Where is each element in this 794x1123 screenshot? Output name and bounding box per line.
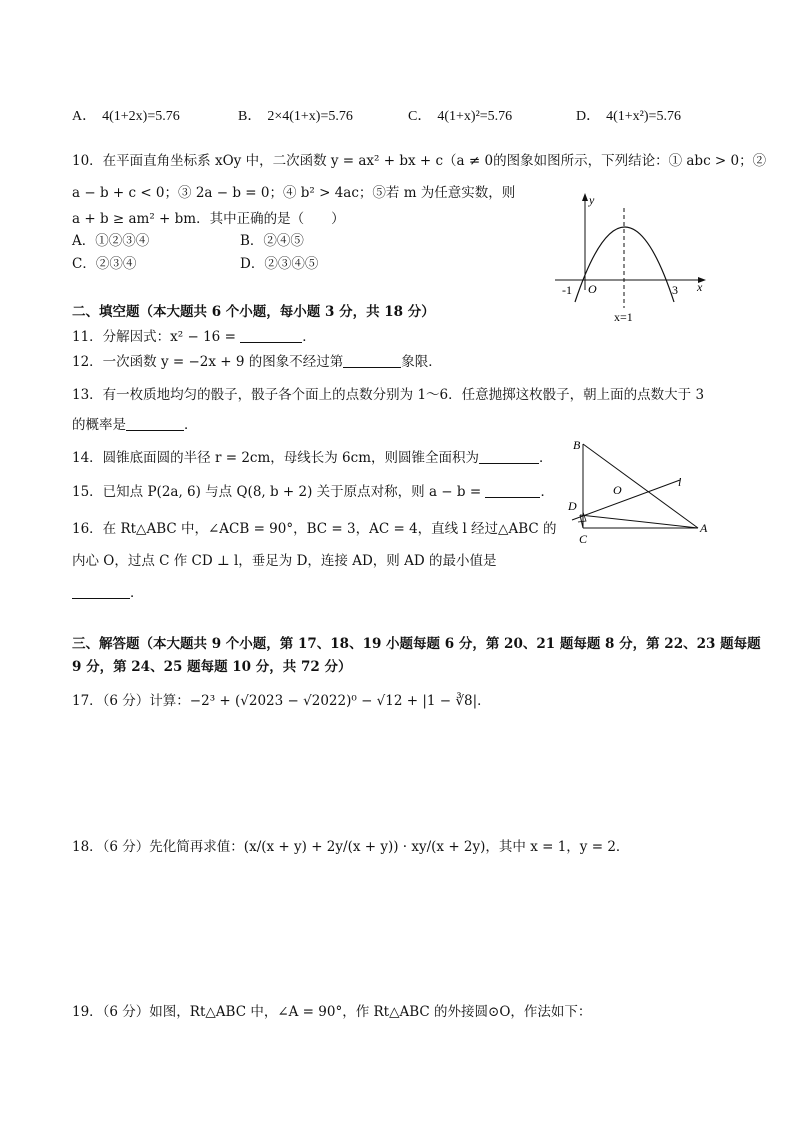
q9-option-c [408, 108, 512, 126]
q14 [72, 449, 553, 467]
q11-answer-blank[interactable] [240, 328, 302, 343]
q10-option-a: A．①②③④ [72, 233, 150, 249]
q10-option-d: D．②③④⑤ [240, 256, 319, 272]
q16-answer-blank[interactable] [72, 584, 130, 599]
q14-answer-blank[interactable] [479, 449, 539, 464]
q9-option-b [238, 108, 353, 126]
q9-c-label: C． [408, 109, 432, 124]
y-label: y [589, 193, 595, 207]
q14-text: 14．圆锥底面圆的半径 r = 2cm，母线长为 6cm，则圆锥全面积为 [72, 450, 480, 466]
line-l [572, 480, 680, 520]
q11 [72, 328, 316, 346]
q11-text: 11．分解因式：x² − 16 = [72, 329, 236, 345]
line-l-label: l [678, 475, 682, 489]
section-3-heading-line-2: 9 分，第 24、25 题每题 10 分，共 72 分） [72, 659, 352, 675]
q17-text: 17．（6 分）计算：−2³ + (√2023 − √2022)⁰ − √12 + |1 − ∛8|． [72, 693, 491, 709]
segment-ad [580, 515, 698, 528]
q9-b-label: B． [238, 109, 262, 124]
symmetry-axis-label: x=1 [614, 310, 633, 324]
q9-a-label: A． [72, 109, 97, 124]
q10-line-2: a − b + c < 0；③ 2a − b = 0；④ b² > 4ac；⑤若 m 为任意实数，则 [72, 185, 516, 201]
q9-d-label: D． [576, 109, 601, 124]
q12-answer-blank[interactable] [343, 353, 401, 368]
q15-answer-blank[interactable] [485, 483, 540, 498]
vertex-c-label: C [579, 532, 588, 546]
q12-end: 象限． [401, 354, 442, 370]
q15-text: 15．已知点 P(2a, 6) 与点 Q(8, b + 2) 关于原点对称，则 a − b = [72, 484, 482, 500]
q16-line-3 [72, 584, 144, 602]
q9-a-expr: 4(1+2x)=5.76 [102, 109, 180, 124]
section-2-heading: 二、填空题（本大题共 6 个小题，每小题 3 分，共 18 分） [72, 304, 435, 320]
q9-b-expr: 2×4(1+x)=5.76 [267, 109, 353, 124]
triangle-figure [560, 432, 720, 550]
q12-text: 12．一次函数 y = −2x + 9 的图象不经过第 [72, 354, 344, 370]
q13-line-1: 13．有一枚质地均匀的骰子，骰子各个面上的点数分别为 1～6．任意抛掷这枚骰子，朝上面的点数大于 3 [72, 387, 705, 403]
q10-option-b: B．②④⑤ [240, 233, 304, 249]
q11-end: ． [302, 329, 316, 345]
q15-end: ． [540, 484, 554, 500]
q9-c-expr: 4(1+x)²=5.76 [437, 109, 513, 124]
q10-option-c: C．②③④ [72, 256, 137, 272]
vertex-a-label: A [700, 521, 708, 535]
q10-line-1: 10．在平面直角坐标系 xOy 中，二次函数 y = ax² + bx + c（a ≠ 0的图象如图所示，下列结论：① abc > 0；② [72, 153, 767, 169]
q14-end: ． [539, 450, 553, 466]
x-label: x [697, 280, 703, 294]
point-d-label: D [568, 499, 577, 513]
q19-text: 19．（6 分）如图，Rt△ABC 中，∠A = 90°，作 Rt△ABC 的外接圆⊙O，作法如下： [72, 1004, 592, 1020]
q13-answer-blank[interactable] [126, 416, 184, 431]
parabola-graph [550, 190, 710, 325]
q18-text: 18．（6 分）先化简再求值：(x/(x + y) + 2y/(x + y)) · xy/(x + 2y)，其中 x = 1，y = 2． [72, 839, 630, 855]
q15 [72, 483, 554, 501]
q9-option-d [576, 108, 681, 126]
q12 [72, 353, 442, 371]
q13-end: ． [184, 417, 198, 433]
q9-d-expr: 4(1+x²)=5.76 [606, 109, 681, 124]
section-3-heading-line-1: 三、解答题（本大题共 9 个小题，第 17、18、19 小题每题 6 分，第 20、21 题每题 8 分，第 22、23 题每题 [72, 636, 761, 652]
vertex-b-label: B [573, 438, 581, 452]
q16-end: ． [130, 585, 144, 601]
incenter-o-label: O [613, 483, 622, 497]
q10-line-3: a + b ≥ am² + bm．其中正确的是（ ） [72, 211, 345, 227]
q13-line-2-text: 的概率是 [72, 417, 126, 433]
origin-label: O [588, 282, 597, 296]
right-root-label: 3 [672, 283, 678, 297]
y-axis-arrow-icon [582, 193, 588, 201]
q13-line-2 [72, 416, 198, 434]
left-root-label: -1 [562, 283, 572, 297]
q16-line-2: 内心 O，过点 C 作 CD ⊥ l，垂足为 D，连接 AD，则 AD 的最小值是 [72, 553, 497, 569]
q9-option-a [72, 108, 180, 126]
q16-line-1: 16．在 Rt△ABC 中，∠ACB = 90°，BC = 3，AC = 4，直线 l 经过△ABC 的 [72, 521, 557, 537]
